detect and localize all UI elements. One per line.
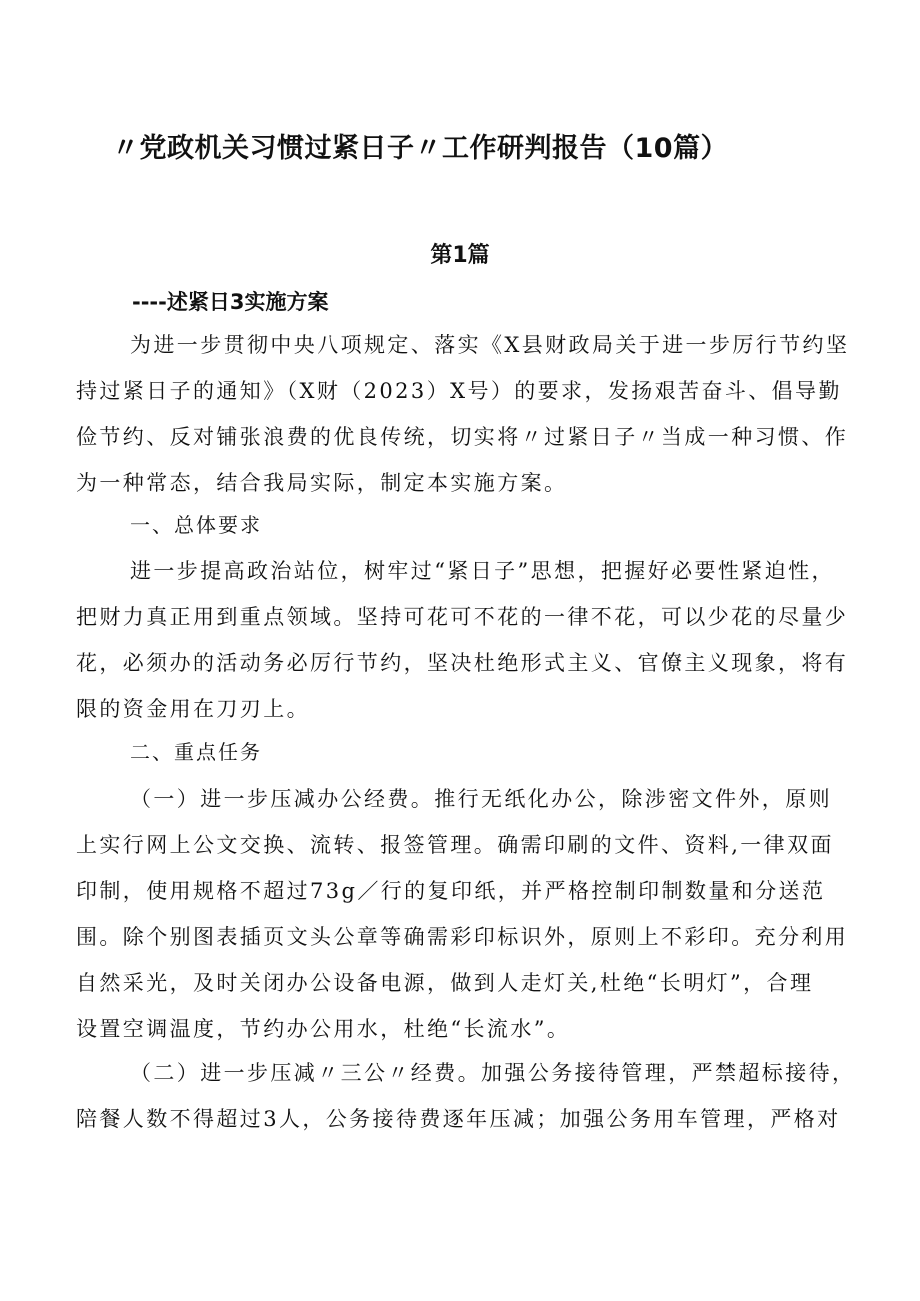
paragraph-line: 花，必须办的活动务必厉行节约，坚决杜绝形式主义、官僚主义现象，将有 [76,651,849,675]
section-heading-overall-requirements: 一、总体要求 [130,513,262,537]
paragraph-line: 持过紧日子的通知》（X财（2023）X号）的要求，发扬艰苦奋斗、倡导勤 [76,379,842,403]
paragraph-line: 上实行网上公文交换、流转、报签管理。确需印刷的文件、资料,一律双面 [76,833,834,857]
task2-paragraph [76,1050,856,1142]
paragraph-line: 限的资金用在刀刃上。 [76,697,310,721]
paragraph-line: 设置空调温度，节约办公用水，杜绝“长流水”。 [76,1017,571,1041]
section-heading-key-tasks: 二、重点任务 [130,740,262,764]
section1-paragraph [76,548,848,732]
paragraph-line: （二）进一步压减〃三公〃经费。加强公务接待管理，严禁超标接待， [130,1061,856,1085]
paragraph-line: 为一种常态，结合我局实际，制定本实施方案。 [76,471,568,495]
task1-paragraph [76,776,848,1052]
paragraph-line: （一）进一步压减办公经费。推行无纸化办公，除涉密文件外，原则 [130,787,832,811]
paragraph-line: 俭节约、反对铺张浪费的优良传统，切实将〃过紧日子〃当成一种习惯、作 [76,425,849,449]
paragraph-line: 围。除个别图表插页文头公章等确需彩印标识外，原则上不彩印。充分利用 [76,925,849,949]
paragraph-line: 陪餐人数不得超过3人，公务接待费逐年压减；加强公务用车管理，严格对 [76,1107,841,1131]
intro-paragraph [76,322,848,506]
paragraph-line: 进一步提高政治站位，树牢过“紧日子”思想，把握好必要性紧迫性， [130,559,835,583]
document-title: 〃党政机关习惯过紧日子〃工作研判报告（10篇） [112,133,729,164]
paragraph-line: 印制，使用规格不超过73g／行的复印纸，并严格控制印制数量和分送范 [76,879,826,903]
paragraph-line: 把财力真正用到重点领域。坚持可花可不花的一律不花，可以少花的尽量少 [76,605,849,629]
paragraph-line: 为进一步贯彻中央八项规定、落实《X县财政局关于进一步厉行节约坚 [130,333,850,357]
chapter-heading: 第1篇 [430,243,490,268]
paragraph-line: 自然采光，及时关闭办公设备电源，做到人走灯关,杜绝“长明灯”，合理 [76,971,814,995]
section-subtitle: ----述紧日3实施方案 [132,290,329,314]
